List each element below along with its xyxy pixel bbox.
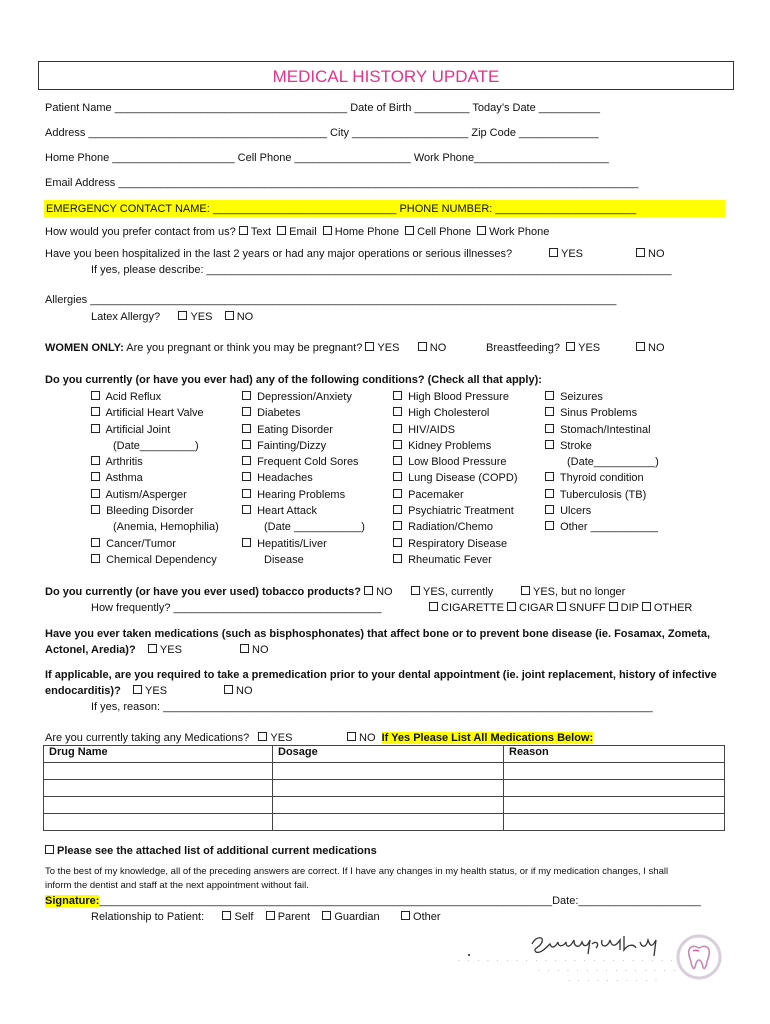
latex-allergy xyxy=(91,310,253,324)
checkbox-pregnant-yes[interactable] xyxy=(365,342,374,351)
checkbox-cigar[interactable] xyxy=(507,602,516,611)
condition-item[interactable] xyxy=(91,503,219,519)
condition-label: High Cholesterol xyxy=(408,407,490,420)
medications-question xyxy=(45,731,292,745)
contact-preference xyxy=(45,225,549,239)
premed-question-end: endocarditis)? xyxy=(45,685,121,697)
table-cell[interactable] xyxy=(504,763,725,780)
checkbox[interactable] xyxy=(242,489,251,498)
checkbox[interactable] xyxy=(242,407,251,416)
bone-question-end: Actonel, Aredia)? xyxy=(45,644,136,656)
checkbox[interactable] xyxy=(242,538,251,547)
checkbox-attached-list[interactable] xyxy=(45,845,54,854)
svg-text:· · · · · · · · · · · · · · ·: · · · · · · · · · · · · · · · · · · · · · · · xyxy=(458,958,676,964)
condition-item[interactable] xyxy=(393,405,518,421)
checkbox[interactable] xyxy=(545,521,554,530)
hosp-describe-line[interactable]: If yes, please describe: ____________________________________________________________________________ xyxy=(91,264,672,276)
checkbox-hosp-yes[interactable] xyxy=(549,248,558,257)
conditions-column-1 xyxy=(91,389,219,568)
label-no: NO xyxy=(648,342,665,354)
table-row[interactable] xyxy=(44,797,725,814)
label-no: NO xyxy=(236,685,253,697)
checkbox-breastfeeding-no[interactable] xyxy=(636,342,645,351)
label-no: NO xyxy=(359,732,376,744)
table-cell[interactable] xyxy=(44,780,273,797)
label-parent: Parent xyxy=(277,911,311,923)
checkbox[interactable] xyxy=(242,505,251,514)
hosp-yes[interactable] xyxy=(549,247,583,261)
conditions-question: Do you currently (or have you ever had) any of the following conditions? (Check all that apply): xyxy=(45,374,542,386)
condition-label: Artificial Heart Valve xyxy=(105,407,204,420)
patient-info-line[interactable]: Patient Name ______________________________________ Date of Birth _________ Today’s Date __________ xyxy=(45,102,600,114)
checkbox-cell-phone[interactable] xyxy=(405,226,414,235)
condition-item[interactable] xyxy=(393,552,518,568)
header-drug-name: Drug Name xyxy=(44,746,273,763)
condition-item[interactable] xyxy=(393,536,518,552)
condition-subtext xyxy=(91,519,219,535)
checkbox[interactable] xyxy=(393,472,402,481)
condition-item[interactable] xyxy=(393,519,518,535)
checkbox[interactable] xyxy=(545,472,554,481)
label-yes-currently: YES, currently xyxy=(423,586,494,598)
checkbox[interactable] xyxy=(393,521,402,530)
checkbox[interactable] xyxy=(91,505,100,514)
checkbox[interactable] xyxy=(91,407,100,416)
checkbox-home-phone[interactable] xyxy=(323,226,332,235)
bone-no[interactable] xyxy=(240,643,269,657)
checkbox-latex-yes[interactable] xyxy=(178,311,187,320)
checkbox-work-phone[interactable] xyxy=(477,226,486,235)
conditions-column-2 xyxy=(242,389,365,568)
table-cell[interactable] xyxy=(273,797,504,814)
checkbox-breastfeeding-yes[interactable] xyxy=(566,342,575,351)
phone-line[interactable]: Home Phone ____________________ Cell Phone ___________________ Work Phone______________________ xyxy=(45,152,609,164)
condition-label: Asthma xyxy=(105,472,143,485)
label-snuff: SNUFF xyxy=(568,602,606,614)
tobacco-label: Do you currently (or have you ever used) tobacco products? xyxy=(45,586,362,598)
tobacco-question xyxy=(45,585,393,599)
premed-no[interactable] xyxy=(224,684,253,698)
checkbox[interactable] xyxy=(91,391,100,400)
statement-line1: To the best of my knowledge, all of the preceding answers are correct. If I have any changes in my health status, or if my medication changes, I shall xyxy=(45,866,669,877)
label-self: Self xyxy=(234,911,254,923)
checkbox[interactable] xyxy=(242,456,251,465)
checkbox[interactable] xyxy=(91,456,100,465)
condition-subtext xyxy=(91,438,219,454)
tobacco-yes-no-longer[interactable] xyxy=(521,585,625,599)
label-guardian: Guardian xyxy=(334,911,380,923)
checkbox[interactable] xyxy=(545,424,554,433)
condition-label: (Date ___________) xyxy=(264,521,365,534)
condition-item[interactable] xyxy=(393,422,518,438)
condition-item[interactable] xyxy=(393,470,518,486)
table-cell[interactable] xyxy=(44,797,273,814)
condition-item[interactable] xyxy=(393,438,518,454)
checkbox-bone-yes[interactable] xyxy=(148,644,157,653)
label-other: Other xyxy=(413,911,441,923)
breastfeeding-label: Breastfeeding? xyxy=(486,342,560,354)
condition-label: Disease xyxy=(264,553,304,566)
checkbox[interactable] xyxy=(242,391,251,400)
condition-item[interactable] xyxy=(242,405,365,421)
condition-label: Bleeding Disorder xyxy=(106,505,194,518)
condition-item[interactable] xyxy=(545,422,659,438)
condition-item[interactable] xyxy=(545,503,659,519)
conditions-column-3 xyxy=(393,389,518,568)
checkbox-text[interactable] xyxy=(239,226,248,235)
checkbox-hosp-no[interactable] xyxy=(636,248,645,257)
condition-item[interactable] xyxy=(393,454,518,470)
condition-label: HIV/AIDS xyxy=(408,423,456,436)
table-cell[interactable] xyxy=(273,780,504,797)
checkbox-cigarette[interactable] xyxy=(429,602,438,611)
condition-item[interactable] xyxy=(242,422,365,438)
condition-label: (Date__________) xyxy=(567,456,659,469)
condition-item[interactable] xyxy=(545,487,659,503)
checkbox-guardian[interactable] xyxy=(322,911,331,920)
checkbox-premed-yes[interactable] xyxy=(133,685,142,694)
header-reason: Reason xyxy=(504,746,725,763)
bone-question-line1: Have you ever taken medications (such as bisphosphonates) that affect bone or to prevent bone disease (ie. Fosamax, Zometa, xyxy=(45,628,711,640)
condition-item[interactable] xyxy=(393,487,518,503)
header-dosage: Dosage xyxy=(273,746,504,763)
condition-label: Eating Disorder xyxy=(257,423,333,436)
bone-question-line2 xyxy=(45,643,182,657)
tooth-logo-icon xyxy=(676,934,722,983)
condition-label: Fainting/Dizzy xyxy=(257,439,327,452)
option-text: Text xyxy=(250,226,272,238)
medications-no xyxy=(347,731,593,745)
condition-item[interactable] xyxy=(545,405,659,421)
label-yes: YES xyxy=(578,342,601,354)
checkbox-other-relationship[interactable] xyxy=(401,911,410,920)
checkbox-latex-no[interactable] xyxy=(225,311,234,320)
page-title: MEDICAL HISTORY UPDATE xyxy=(272,67,500,86)
hospitalized-question: Have you been hospitalized in the last 2 years or had any major operations or serious illnesses? xyxy=(45,248,513,260)
option-work-phone: Work Phone xyxy=(489,226,550,238)
checkbox[interactable] xyxy=(393,407,402,416)
condition-label: Frequent Cold Sores xyxy=(257,456,359,469)
premed-reason-line[interactable]: If yes, reason: ________________________________________________________________________________ xyxy=(91,701,653,713)
condition-item[interactable] xyxy=(242,438,365,454)
table-cell[interactable] xyxy=(44,814,273,831)
table-cell[interactable] xyxy=(273,763,504,780)
label-other: OTHER xyxy=(653,602,693,614)
pregnant-question: Are you pregnant or think you may be pregnant? xyxy=(126,342,363,354)
svg-text:· · · · · · · · · ·: · · · · · · · · · · xyxy=(568,978,660,984)
condition-label: Seizures xyxy=(560,391,603,403)
checkbox-email[interactable] xyxy=(277,226,286,235)
condition-item[interactable] xyxy=(242,487,365,503)
label-cigarette: CIGARETTE xyxy=(441,602,504,614)
condition-item[interactable] xyxy=(393,389,518,405)
latex-question: Latex Allergy? xyxy=(91,311,161,323)
signature-row xyxy=(45,894,701,908)
checkbox[interactable] xyxy=(545,407,554,416)
table-header-row xyxy=(44,746,725,763)
condition-label: Arthritis xyxy=(105,456,143,469)
checkbox[interactable] xyxy=(393,505,402,514)
checkbox-tobacco-yes-currently[interactable] xyxy=(411,586,420,595)
condition-label: (Date_________) xyxy=(113,439,199,452)
checkbox[interactable] xyxy=(91,424,100,433)
label-yes: YES xyxy=(159,644,182,656)
checkbox[interactable] xyxy=(545,440,554,449)
condition-item[interactable] xyxy=(242,536,365,552)
condition-label: Depression/Anxiety xyxy=(257,391,352,403)
condition-label: Heart Attack xyxy=(257,505,317,518)
medications-label: Are you currently taking any Medications? xyxy=(45,732,250,744)
condition-label: (Anemia, Hemophilia) xyxy=(113,521,219,534)
option-cell-phone: Cell Phone xyxy=(417,226,471,238)
checkbox-tobacco-no-longer[interactable] xyxy=(521,586,530,595)
checkbox[interactable] xyxy=(393,391,402,400)
women-only-question xyxy=(45,341,446,355)
condition-item[interactable] xyxy=(545,470,659,486)
logo-script-image xyxy=(458,930,679,984)
condition-item[interactable] xyxy=(91,405,219,421)
condition-label: Radiation/Chemo xyxy=(408,521,494,534)
condition-item[interactable] xyxy=(242,454,365,470)
condition-label: Headaches xyxy=(257,472,313,485)
checkbox-meds-yes[interactable] xyxy=(258,732,267,741)
checkbox-snuff[interactable] xyxy=(557,602,566,611)
breastfeeding-no[interactable] xyxy=(636,341,665,355)
label-no: NO xyxy=(376,586,393,598)
condition-label: Stroke xyxy=(560,439,592,452)
condition-label: Rheumatic Fever xyxy=(408,553,492,566)
checkbox[interactable] xyxy=(242,424,251,433)
checkbox-bone-no[interactable] xyxy=(240,644,249,653)
condition-label: Ulcers xyxy=(560,505,592,518)
checkbox[interactable] xyxy=(393,456,402,465)
table-row[interactable] xyxy=(44,814,725,831)
hosp-no[interactable] xyxy=(636,247,665,261)
checkbox[interactable] xyxy=(393,440,402,449)
tobacco-yes-currently[interactable] xyxy=(411,585,493,599)
condition-item[interactable] xyxy=(91,470,219,486)
contact-question: How would you prefer contact from us? xyxy=(45,226,236,238)
conditions-column-4 xyxy=(545,389,659,536)
table-cell[interactable] xyxy=(44,763,273,780)
attached-list-label: Please see the attached list of additional current medications xyxy=(57,845,377,857)
condition-label: Thyroid condition xyxy=(559,472,644,485)
label-no: NO xyxy=(252,644,269,656)
checkbox-self[interactable] xyxy=(222,911,231,920)
condition-item[interactable] xyxy=(545,389,659,405)
condition-label: Acid Reflux xyxy=(105,391,162,403)
condition-item[interactable] xyxy=(91,389,219,405)
label-yes: YES xyxy=(561,248,584,260)
tobacco-types xyxy=(429,601,692,615)
women-only-label: WOMEN ONLY: xyxy=(45,342,124,354)
label-dip: DIP xyxy=(620,602,639,614)
practice-logo-text xyxy=(458,930,679,987)
breastfeeding-question xyxy=(486,341,600,355)
checkbox-meds-no[interactable] xyxy=(347,732,356,741)
condition-label: Diabetes xyxy=(257,407,301,420)
condition-item[interactable] xyxy=(91,552,219,568)
how-frequently-line[interactable]: How frequently? __________________________________ xyxy=(91,602,382,614)
svg-text:· · · · · · · · · · · · · · ·: · · · · · · · · · · · · · · · xyxy=(538,968,679,974)
emergency-contact-line[interactable]: EMERGENCY CONTACT NAME: ______________________________ PHONE NUMBER: _______________________ xyxy=(46,203,637,215)
checkbox-parent[interactable] xyxy=(266,911,275,920)
statement-line2: inform the dentist and staff at the next appointment without fail. xyxy=(45,880,309,891)
label-no: NO xyxy=(648,248,665,260)
checkbox-pregnant-no[interactable] xyxy=(418,342,427,351)
checkbox[interactable] xyxy=(242,472,251,481)
attached-list-option xyxy=(45,844,377,858)
table-row[interactable] xyxy=(44,763,725,780)
checkbox[interactable] xyxy=(91,472,100,481)
condition-label: Hearing Problems xyxy=(257,488,346,501)
option-home-phone: Home Phone xyxy=(334,226,399,238)
table-cell[interactable] xyxy=(504,814,725,831)
checkbox[interactable] xyxy=(91,538,100,547)
checkbox-tobacco-no[interactable] xyxy=(364,586,373,595)
label-yes: YES xyxy=(270,732,293,744)
label-yes: YES xyxy=(190,311,213,323)
condition-subtext xyxy=(545,454,659,470)
condition-item[interactable] xyxy=(545,438,659,454)
condition-label: Sinus Problems xyxy=(560,407,638,420)
condition-label: Lung Disease (COPD) xyxy=(408,472,518,485)
signature-label: Signature: xyxy=(45,895,100,907)
label-no: NO xyxy=(236,311,254,323)
condition-label: Kidney Problems xyxy=(408,439,492,452)
label-yes: YES xyxy=(377,342,400,354)
medications-table xyxy=(43,745,725,831)
address-line[interactable]: Address _______________________________________ City ___________________ Zip Code _____________ xyxy=(45,127,599,139)
condition-item[interactable] xyxy=(91,454,219,470)
checkbox[interactable] xyxy=(91,489,100,498)
condition-label: Stomach/Intestinal xyxy=(560,423,651,436)
checkbox[interactable] xyxy=(545,391,554,400)
condition-item[interactable] xyxy=(242,503,365,519)
label-no: NO xyxy=(429,342,447,354)
condition-item[interactable] xyxy=(91,487,219,503)
condition-item[interactable] xyxy=(242,389,365,405)
condition-item[interactable] xyxy=(91,536,219,552)
medications-list-instruction: If Yes Please List All Medications Below: xyxy=(381,732,594,744)
label-yes: YES xyxy=(145,685,168,697)
table-row[interactable] xyxy=(44,780,725,797)
checkbox[interactable] xyxy=(393,489,402,498)
relationship-row xyxy=(91,910,441,924)
condition-item[interactable] xyxy=(242,470,365,486)
condition-subtext xyxy=(242,519,365,535)
condition-label: Autism/Asperger xyxy=(105,488,187,501)
checkbox-other[interactable] xyxy=(642,602,651,611)
premed-question-line2 xyxy=(45,684,167,698)
option-email: Email xyxy=(289,226,317,238)
checkbox[interactable] xyxy=(545,489,554,498)
condition-label: Artificial Joint xyxy=(105,423,171,436)
checkbox[interactable] xyxy=(393,424,402,433)
signature-date-line[interactable]: __________________________________________________________________________Date:____________________ xyxy=(99,895,701,907)
condition-label: Hepatitis/Liver xyxy=(257,537,327,550)
premed-question-line1: If applicable, are you required to take a premedication prior to your dental appointment (ie. joint replacement, history of infective xyxy=(45,669,717,681)
allergies-line[interactable]: Allergies ______________________________________________________________________________________ xyxy=(45,294,617,306)
condition-item[interactable] xyxy=(545,519,659,535)
checkbox-dip[interactable] xyxy=(609,602,618,611)
checkbox[interactable] xyxy=(545,505,554,514)
checkbox[interactable] xyxy=(393,554,402,563)
condition-item[interactable] xyxy=(91,422,219,438)
condition-label: Other ___________ xyxy=(560,521,658,534)
condition-label: Respiratory Disease xyxy=(408,537,508,550)
title-box xyxy=(38,61,734,90)
condition-label: Chemical Dependency xyxy=(106,553,217,566)
checkbox[interactable] xyxy=(91,554,100,563)
condition-subtext xyxy=(242,552,365,568)
condition-label: Cancer/Tumor xyxy=(106,537,176,550)
table-cell[interactable] xyxy=(273,814,504,831)
condition-label: Pacemaker xyxy=(408,488,464,501)
email-line[interactable]: Email Address _____________________________________________________________________________________ xyxy=(45,177,639,189)
checkbox[interactable] xyxy=(393,538,402,547)
table-cell[interactable] xyxy=(504,797,725,814)
condition-item[interactable] xyxy=(393,503,518,519)
condition-label: Low Blood Pressure xyxy=(408,456,507,469)
relationship-label: Relationship to Patient: xyxy=(91,911,205,923)
condition-label: Tuberculosis (TB) xyxy=(559,488,647,501)
label-cigar: CIGAR xyxy=(519,602,554,614)
table-cell[interactable] xyxy=(504,780,725,797)
condition-label: Psychiatric Treatment xyxy=(408,505,514,518)
checkbox-premed-no[interactable] xyxy=(224,685,233,694)
label-yes-no-longer: YES, but no longer xyxy=(533,586,626,598)
condition-label: High Blood Pressure xyxy=(408,391,509,403)
checkbox[interactable] xyxy=(242,440,251,449)
